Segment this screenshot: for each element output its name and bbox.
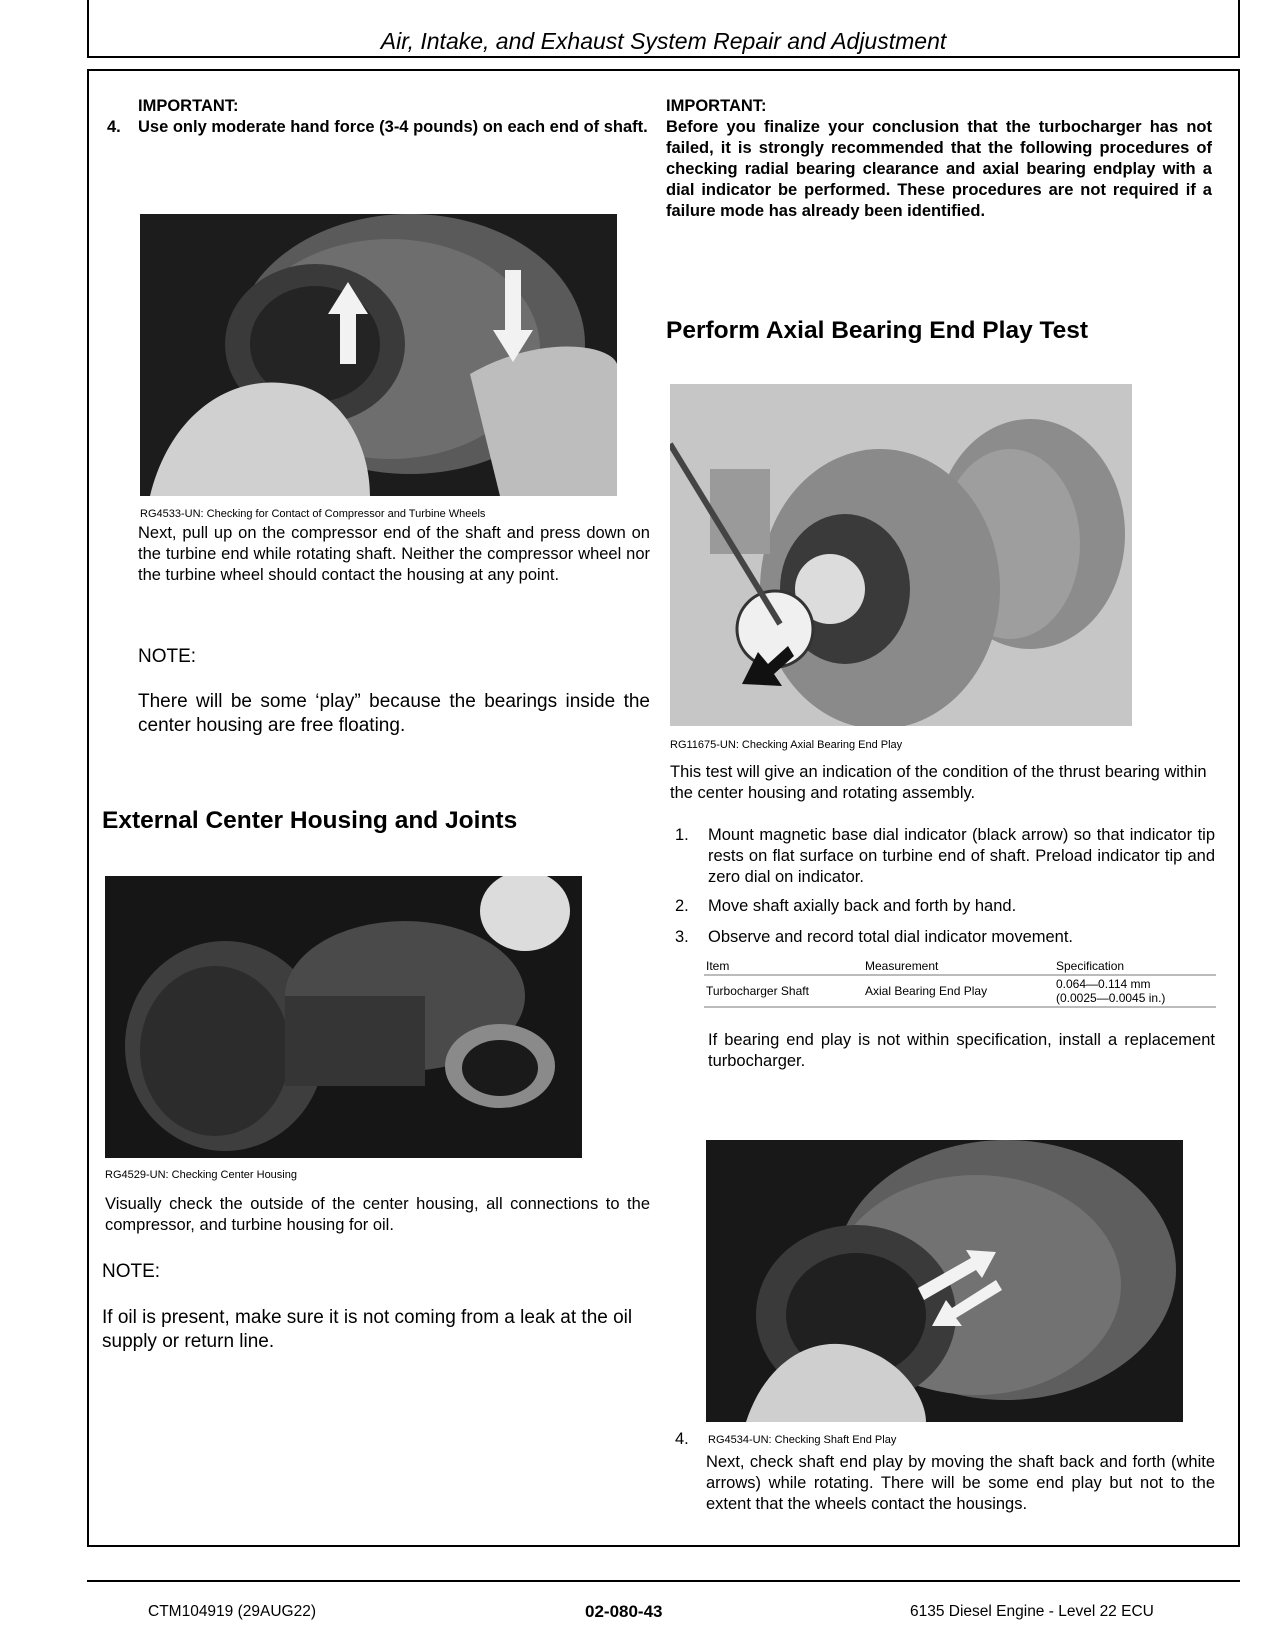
step-3-text: Observe and record total dial indicator movement.	[708, 928, 1074, 946]
step-2-number: 2.	[675, 897, 689, 915]
section-heading-external-center-housing: External Center Housing and Joints	[102, 807, 518, 834]
important-label-right: IMPORTANT:	[666, 97, 767, 115]
figure-caption-rg4534: RG4534-UN: Checking Shaft End Play	[708, 1434, 897, 1446]
step-4-number-left: 4.	[107, 118, 121, 136]
center-housing-photo	[105, 876, 582, 1158]
paragraph-visual-check: Visually check the outside of the center housing, all connections to the compressor, and turbine housing for oil.	[105, 1195, 650, 1234]
spec-cell-item: Turbocharger Shaft	[704, 975, 863, 1007]
step-2-text: Move shaft axially back and forth by hand.	[708, 897, 1017, 915]
step-4-number-right: 4.	[675, 1430, 689, 1448]
step-4-text-left: Use only moderate hand force (3-4 pounds) on each end of shaft.	[138, 118, 648, 136]
spec-value-mm: 0.064—0.114 mm	[1056, 977, 1151, 991]
figure-caption-rg11675: RG11675-UN: Checking Axial Bearing End Play	[670, 739, 903, 751]
section-heading-axial-bearing: Perform Axial Bearing End Play Test	[666, 317, 1089, 344]
page-header-title: Air, Intake, and Exhaust System Repair and Adjustment	[380, 28, 947, 54]
note-label-2: NOTE:	[102, 1261, 161, 1282]
note-text-oil: If oil is present, make sure it is not coming from a leak at the oil supply or return line.	[102, 1307, 633, 1352]
step-1-number: 1.	[675, 826, 689, 844]
note-label-1: NOTE:	[138, 646, 197, 667]
spec-header-specification: Specification	[1054, 958, 1216, 975]
step-3-number: 3.	[675, 928, 689, 946]
axial-end-play-photo	[670, 384, 1132, 726]
turbo-compressor-photo	[140, 214, 617, 496]
footer-rule	[87, 1580, 1240, 1582]
footer-document-id: CTM104919 (29AUG22)	[148, 1603, 316, 1620]
note-text-play: There will be some ‘play” because the bearings inside the center housing are free floating.	[138, 691, 650, 736]
footer-page-number: 02-080-43	[585, 1602, 663, 1621]
important-label-left: IMPORTANT:	[138, 97, 239, 115]
spec-value-in: (0.0025—0.0045 in.)	[1056, 991, 1166, 1005]
spec-cell-value	[1054, 975, 1216, 1007]
footer-manual-title: 6135 Diesel Engine - Level 22 ECU	[910, 1603, 1154, 1620]
specification-table	[704, 958, 1216, 1008]
spec-cell-measurement: Axial Bearing End Play	[863, 975, 1054, 1007]
figure-caption-rg4533: RG4533-UN: Checking for Contact of Compressor and Turbine Wheels	[140, 508, 486, 520]
step-1-text: Mount magnetic base dial indicator (black arrow) so that indicator tip rests on flat surface on turbine end of shaft. Preload indicator tip and zero dial on indicator.	[708, 826, 1215, 886]
spec-header-measurement: Measurement	[863, 958, 1054, 975]
step-4-text-right: Next, check shaft end play by moving the shaft back and forth (white arrows) while rotating. There will be some end play but not to the extent that the wheels contact the housings.	[706, 1453, 1215, 1513]
important-text-right: Before you finalize your conclusion that the turbocharger has not failed, it is strongly recommended that the following procedures of checking radial bearing clearance and axial bearing endplay with a dial indicator be performed. These procedures are not required if a failure mode has already been identified.	[666, 118, 1212, 220]
figure-caption-rg4529: RG4529-UN: Checking Center Housing	[105, 1169, 297, 1181]
paragraph-contact-check: Next, pull up on the compressor end of the shaft and press down on the turbine end while rotating shaft. Neither the compressor wheel nor the turbine wheel should contact the housing at any point.	[138, 524, 650, 584]
shaft-end-play-photo	[706, 1140, 1183, 1422]
spec-header-item: Item	[704, 958, 863, 975]
paragraph-test-intro: This test will give an indication of the condition of the thrust bearing within the center housing and rotating assembly.	[670, 763, 1207, 802]
spec-note: If bearing end play is not within specification, install a replacement turbocharger.	[708, 1031, 1215, 1070]
